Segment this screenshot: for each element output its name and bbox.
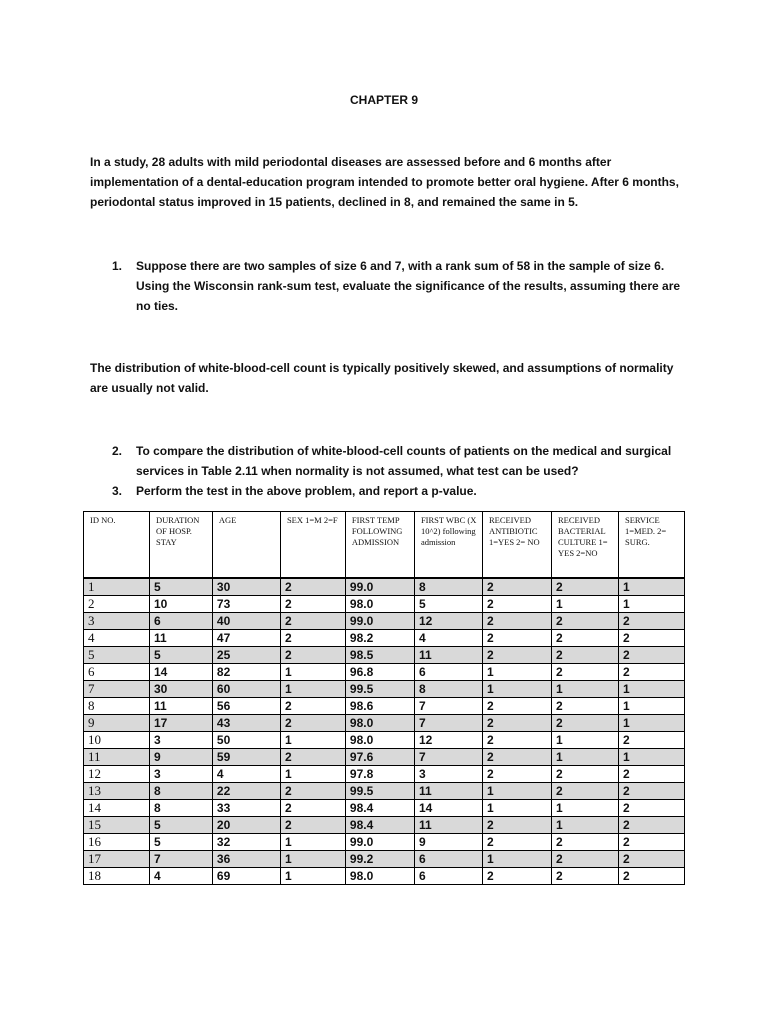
table-cell: 5 <box>149 817 212 834</box>
table-cell: 8 <box>149 783 212 800</box>
table-cell: 2 <box>618 800 684 817</box>
table-cell: 1 <box>618 749 684 766</box>
table-cell: 2 <box>280 613 345 630</box>
table-cell: 40 <box>212 613 280 630</box>
table-cell: 1 <box>618 698 684 715</box>
table-cell: 20 <box>212 817 280 834</box>
table-cell-id: 14 <box>84 800 150 817</box>
table-cell: 25 <box>212 647 280 664</box>
table-cell: 2 <box>482 766 551 783</box>
table-cell: 12 <box>414 732 482 749</box>
table-row <box>84 800 685 817</box>
table-header-row <box>84 512 685 579</box>
table-cell: 2 <box>280 749 345 766</box>
table-row <box>84 698 685 715</box>
table-body <box>84 578 685 885</box>
header-first-temp: FIRST TEMP FOLLOWING ADMISSION <box>345 512 414 579</box>
table-cell: 2 <box>280 698 345 715</box>
table-cell: 59 <box>212 749 280 766</box>
table-cell: 3 <box>149 732 212 749</box>
table-cell: 1 <box>482 664 551 681</box>
table-cell: 10 <box>149 596 212 613</box>
table-cell: 98.0 <box>345 715 414 732</box>
question-2 <box>112 441 692 481</box>
table-cell: 33 <box>212 800 280 817</box>
table-cell: 1 <box>551 681 618 698</box>
table-row <box>84 630 685 647</box>
table-cell: 2 <box>482 596 551 613</box>
table-cell: 2 <box>482 868 551 885</box>
intro-paragraph: In a study, 28 adults with mild periodontal diseases are assessed before and 6 months after implementation of a dental-education program intended to promote better oral hygiene. After 6 months, periodontal status improved in 15 patients, declined in 8, and remained the same in 5. <box>90 155 679 209</box>
table-cell: 6 <box>414 664 482 681</box>
table-cell: 3 <box>414 766 482 783</box>
table-cell: 99.0 <box>345 613 414 630</box>
table-cell: 1 <box>280 766 345 783</box>
page-title: CHAPTER 9 <box>349 93 418 107</box>
table-cell: 2 <box>618 647 684 664</box>
table-cell-id: 15 <box>84 817 150 834</box>
question-2-number: 2. <box>112 444 123 458</box>
table-cell: 2 <box>618 630 684 647</box>
table-cell: 32 <box>212 834 280 851</box>
table-cell-id: 6 <box>84 664 150 681</box>
table-cell: 22 <box>212 783 280 800</box>
table-cell: 69 <box>212 868 280 885</box>
question-list-1 <box>112 256 692 316</box>
table-cell-id: 4 <box>84 630 150 647</box>
table-cell: 2 <box>482 749 551 766</box>
table-cell: 99.0 <box>345 834 414 851</box>
wbc-note-paragraph: The distribution of white-blood-cell count is typically positively skewed, and assumptions of normality are usually not valid. <box>90 361 674 395</box>
table-cell: 2 <box>482 578 551 596</box>
table-cell-id: 5 <box>84 647 150 664</box>
table-cell: 2 <box>280 800 345 817</box>
table-cell: 2 <box>482 698 551 715</box>
table-cell: 30 <box>212 578 280 596</box>
table-cell: 6 <box>414 851 482 868</box>
table-cell: 11 <box>414 647 482 664</box>
table-cell: 96.8 <box>345 664 414 681</box>
table-cell: 2 <box>618 851 684 868</box>
table-cell: 2 <box>618 766 684 783</box>
table-cell-id: 17 <box>84 851 150 868</box>
table-cell: 98.0 <box>345 596 414 613</box>
table-cell-id: 7 <box>84 681 150 698</box>
table-cell: 6 <box>149 613 212 630</box>
table-cell: 30 <box>149 681 212 698</box>
table-cell: 14 <box>414 800 482 817</box>
table-cell: 2 <box>280 715 345 732</box>
table-cell-id: 2 <box>84 596 150 613</box>
table-cell: 2 <box>551 834 618 851</box>
table-cell: 1 <box>280 681 345 698</box>
table-row <box>84 868 685 885</box>
table-cell: 1 <box>551 749 618 766</box>
table-cell: 3 <box>149 766 212 783</box>
table-cell: 2 <box>618 664 684 681</box>
table-row <box>84 715 685 732</box>
table-row <box>84 578 685 596</box>
table-row <box>84 783 685 800</box>
table-cell: 1 <box>280 664 345 681</box>
table-cell: 2 <box>551 715 618 732</box>
table-cell: 2 <box>280 578 345 596</box>
table-cell: 98.0 <box>345 732 414 749</box>
table-cell-id: 18 <box>84 868 150 885</box>
table-cell: 1 <box>618 681 684 698</box>
table-cell: 1 <box>618 578 684 596</box>
table-cell: 4 <box>414 630 482 647</box>
table-cell: 98.6 <box>345 698 414 715</box>
table-cell: 2 <box>618 834 684 851</box>
table-cell-id: 13 <box>84 783 150 800</box>
table-cell: 97.8 <box>345 766 414 783</box>
table-row <box>84 766 685 783</box>
table-cell-id: 9 <box>84 715 150 732</box>
table-cell: 11 <box>149 630 212 647</box>
table-row <box>84 596 685 613</box>
table-cell: 1 <box>280 868 345 885</box>
table-cell: 2 <box>482 647 551 664</box>
table-row <box>84 613 685 630</box>
table-cell: 82 <box>212 664 280 681</box>
table-cell: 7 <box>149 851 212 868</box>
table-cell: 36 <box>212 851 280 868</box>
table-cell: 99.0 <box>345 578 414 596</box>
header-duration: DURATION OF HOSP. STAY <box>149 512 212 579</box>
table-cell: 2 <box>482 732 551 749</box>
table-cell: 99.5 <box>345 681 414 698</box>
table-cell: 98.0 <box>345 868 414 885</box>
table-row <box>84 817 685 834</box>
table-cell: 5 <box>149 834 212 851</box>
table-cell: 14 <box>149 664 212 681</box>
table-cell: 1 <box>482 681 551 698</box>
table-cell: 1 <box>280 834 345 851</box>
table-cell: 2 <box>551 664 618 681</box>
table-cell-id: 11 <box>84 749 150 766</box>
table-cell: 2 <box>551 647 618 664</box>
question-2-text: To compare the distribution of white-blood-cell counts of patients on the medical and surgical services in Table 2.11 when normality is not assumed, what test can be used? <box>136 444 672 478</box>
table-cell: 47 <box>212 630 280 647</box>
table-row <box>84 681 685 698</box>
table-row <box>84 647 685 664</box>
table-cell: 1 <box>482 851 551 868</box>
table-cell: 4 <box>149 868 212 885</box>
table-cell: 2 <box>551 783 618 800</box>
table-cell: 99.2 <box>345 851 414 868</box>
table-cell: 2 <box>482 613 551 630</box>
header-sex: SEX 1=M 2=F <box>280 512 345 579</box>
table-cell: 1 <box>280 732 345 749</box>
header-culture: RECEIVED BACTERIAL CULTURE 1= YES 2=NO <box>551 512 618 579</box>
table-cell: 8 <box>149 800 212 817</box>
table-cell: 2 <box>551 630 618 647</box>
table-cell: 73 <box>212 596 280 613</box>
table-cell-id: 12 <box>84 766 150 783</box>
table-cell: 2 <box>551 578 618 596</box>
table-cell: 2 <box>618 868 684 885</box>
table-row <box>84 851 685 868</box>
table-cell: 2 <box>280 647 345 664</box>
table-cell-id: 8 <box>84 698 150 715</box>
table-cell: 1 <box>618 715 684 732</box>
question-3 <box>112 481 692 501</box>
table-cell: 2 <box>618 783 684 800</box>
table-cell: 2 <box>482 715 551 732</box>
table-cell: 98.5 <box>345 647 414 664</box>
table-cell: 1 <box>482 783 551 800</box>
table-cell: 2 <box>551 851 618 868</box>
table-row <box>84 664 685 681</box>
table-cell: 1 <box>551 732 618 749</box>
question-1 <box>112 256 692 316</box>
table-cell: 2 <box>280 630 345 647</box>
table-cell: 9 <box>414 834 482 851</box>
table-cell: 2 <box>618 817 684 834</box>
table-cell: 12 <box>414 613 482 630</box>
table-cell: 97.6 <box>345 749 414 766</box>
table-cell: 1 <box>551 817 618 834</box>
table-cell: 2 <box>482 834 551 851</box>
table-cell: 2 <box>551 766 618 783</box>
table-cell: 2 <box>280 817 345 834</box>
table-cell: 4 <box>212 766 280 783</box>
table-cell: 1 <box>551 800 618 817</box>
table-cell: 50 <box>212 732 280 749</box>
table-cell: 56 <box>212 698 280 715</box>
table-cell: 2 <box>551 613 618 630</box>
table-cell: 43 <box>212 715 280 732</box>
table-cell: 11 <box>414 817 482 834</box>
table-cell: 2 <box>551 698 618 715</box>
table-cell: 7 <box>414 749 482 766</box>
table-cell: 7 <box>414 715 482 732</box>
table-cell: 99.5 <box>345 783 414 800</box>
header-service: SERVICE 1=MED. 2= SURG. <box>618 512 684 579</box>
question-1-text: Suppose there are two samples of size 6 and 7, with a rank sum of 58 in the sample of size 6. Using the Wisconsin rank-sum test, evaluate the significance of the results, assuming there are no ties. <box>136 259 681 313</box>
patient-data-table <box>83 511 685 885</box>
table-cell: 11 <box>414 783 482 800</box>
table-cell: 98.2 <box>345 630 414 647</box>
table-cell-id: 1 <box>84 578 150 596</box>
table-cell-id: 16 <box>84 834 150 851</box>
question-3-number: 3. <box>112 484 123 498</box>
table-row <box>84 834 685 851</box>
header-id: ID NO. <box>84 512 150 579</box>
table-cell-id: 10 <box>84 732 150 749</box>
table-cell: 11 <box>149 698 212 715</box>
table-cell: 2 <box>618 732 684 749</box>
table-cell: 5 <box>414 596 482 613</box>
table-cell: 98.4 <box>345 800 414 817</box>
header-first-wbc: FIRST WBC (X 10^2) following admission <box>414 512 482 579</box>
table-cell: 5 <box>149 578 212 596</box>
table-cell: 2 <box>482 817 551 834</box>
header-age: AGE <box>212 512 280 579</box>
table-row <box>84 732 685 749</box>
table-cell: 1 <box>280 851 345 868</box>
question-3-text: Perform the test in the above problem, and report a p-value. <box>136 484 477 498</box>
table-cell-id: 3 <box>84 613 150 630</box>
table-cell: 2 <box>280 596 345 613</box>
table-cell: 2 <box>280 783 345 800</box>
table-cell: 60 <box>212 681 280 698</box>
table-cell: 2 <box>482 630 551 647</box>
question-list-2 <box>112 441 692 501</box>
table-cell: 2 <box>618 613 684 630</box>
header-antibiotic: RECEIVED ANTIBIOTIC 1=YES 2= NO <box>482 512 551 579</box>
table-cell: 7 <box>414 698 482 715</box>
table-cell: 9 <box>149 749 212 766</box>
table-cell: 8 <box>414 578 482 596</box>
table-cell: 1 <box>482 800 551 817</box>
table-cell: 1 <box>618 596 684 613</box>
table-cell: 6 <box>414 868 482 885</box>
table-row <box>84 749 685 766</box>
table-cell: 17 <box>149 715 212 732</box>
question-1-number: 1. <box>112 259 123 273</box>
table-cell: 8 <box>414 681 482 698</box>
table-cell: 5 <box>149 647 212 664</box>
table-cell: 1 <box>551 596 618 613</box>
table-cell: 2 <box>551 868 618 885</box>
table-cell: 98.4 <box>345 817 414 834</box>
